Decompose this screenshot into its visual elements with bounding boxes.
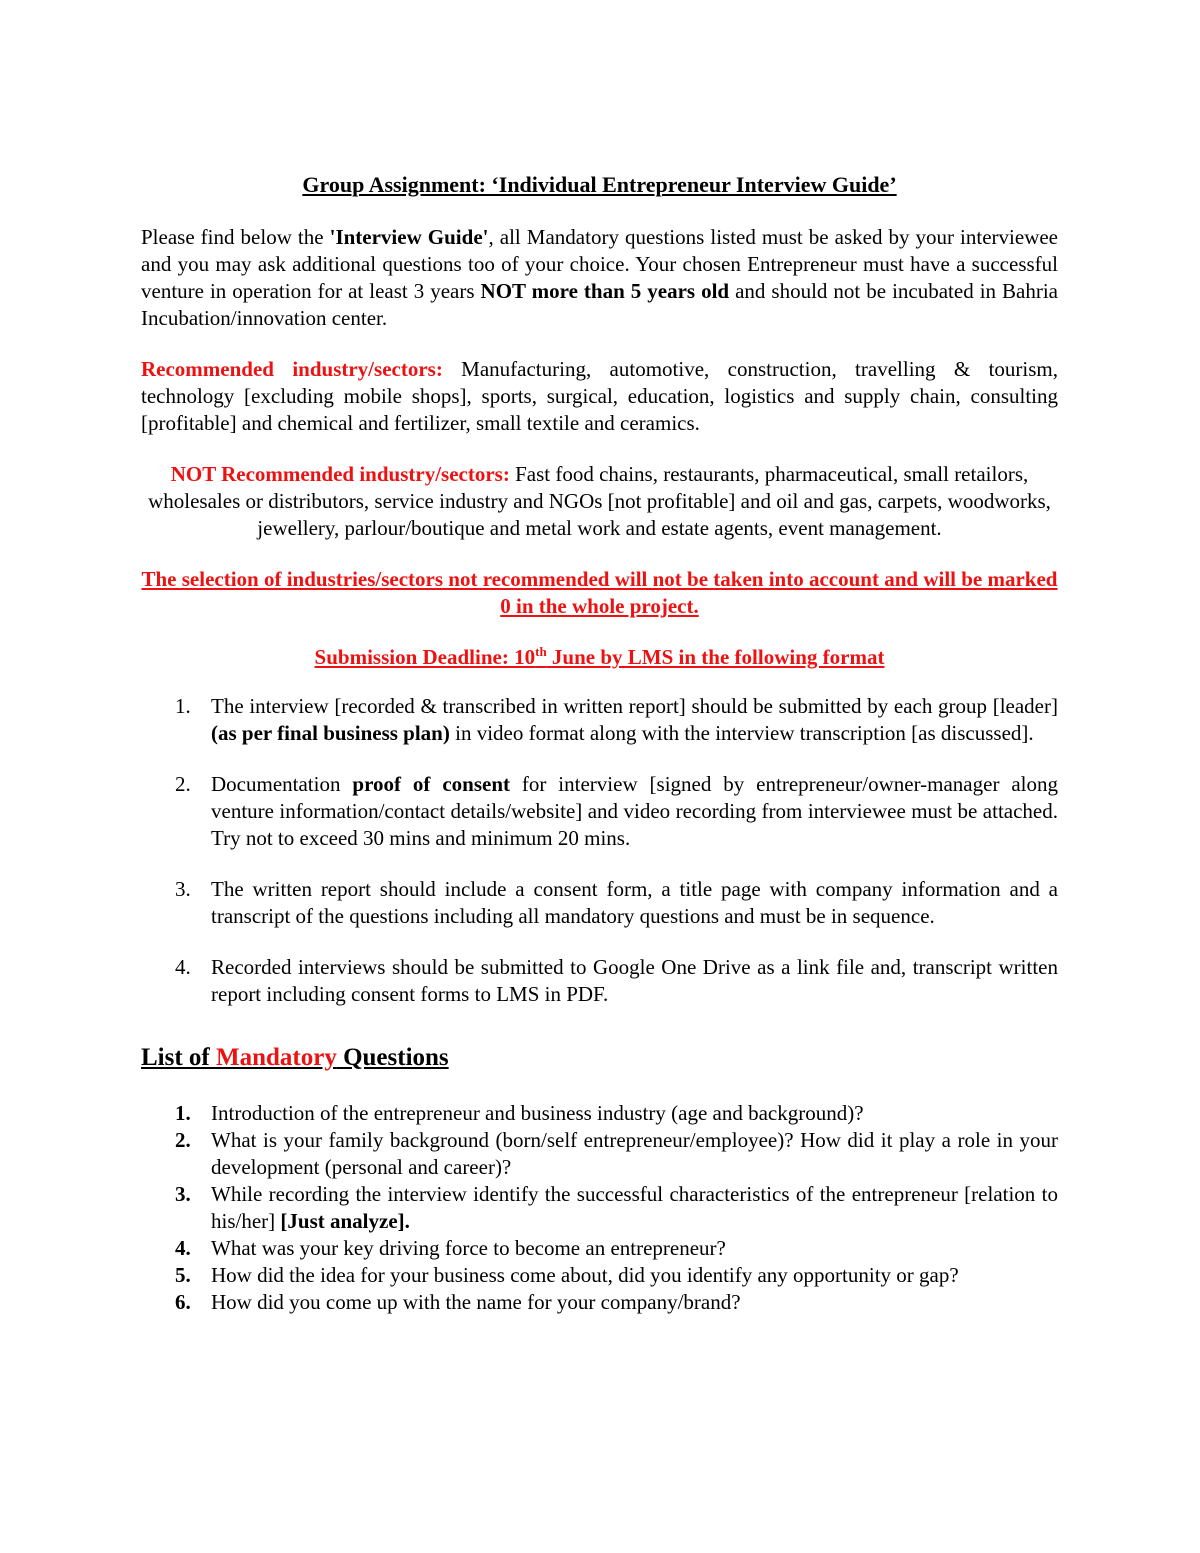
list-item-number: 5. bbox=[175, 1263, 191, 1287]
not-recommended-label: NOT Recommended industry/sectors: bbox=[170, 462, 510, 486]
list-item-number: 6. bbox=[175, 1290, 191, 1314]
list-item-text: What was your key driving force to become an entrepreneur? bbox=[211, 1236, 726, 1260]
submission-steps-list bbox=[141, 693, 1058, 1008]
list-item-text: Introduction of the entrepreneur and business industry (age and background)? bbox=[211, 1101, 864, 1125]
list-item-number: 2. bbox=[175, 1128, 191, 1152]
list-item-text: Documentation bbox=[211, 772, 353, 796]
list-item-text: Recorded interviews should be submitted to Google One Drive as a link file and, transcript written report including consent forms to LMS in PDF. bbox=[211, 955, 1058, 1006]
list-item-text: How did the idea for your business come about, did you identify any opportunity or gap? bbox=[211, 1263, 959, 1287]
list-item-number: 3. bbox=[175, 1182, 191, 1206]
heading-red-text: Mandatory bbox=[216, 1044, 337, 1071]
warning-notice: The selection of industries/sectors not recommended will not be taken into account and will be marked 0 in the whole project. bbox=[141, 567, 1058, 618]
list-item bbox=[141, 1235, 1058, 1262]
list-item bbox=[141, 1181, 1058, 1235]
list-item-text: How did you come up with the name for your company/brand? bbox=[211, 1290, 741, 1314]
intro-text-3: and should not be incubated in Bahria Incubation/innovation center. bbox=[141, 279, 1059, 330]
list-item-text: What is your family background (born/self entrepreneur/employee)? How did it play a role in your development (personal and career)? bbox=[211, 1128, 1058, 1179]
intro-bold-2: NOT more than 5 years old bbox=[480, 279, 730, 303]
list-item bbox=[141, 771, 1058, 852]
list-item-number: 4. bbox=[175, 955, 191, 979]
document-title: Group Assignment: ‘Individual Entrepreneur Interview Guide’ bbox=[302, 172, 897, 197]
recommended-label: Recommended industry/sectors: bbox=[141, 357, 443, 381]
mandatory-questions-list bbox=[141, 1100, 1058, 1316]
list-item bbox=[141, 1100, 1058, 1127]
submission-deadline bbox=[141, 644, 1058, 671]
list-item-number: 3. bbox=[175, 877, 191, 901]
not-recommended-paragraph bbox=[141, 461, 1058, 542]
intro-text-2: , all Mandatory questions listed must be asked by your interviewee and you may ask additional questions too of your choice. Your chosen Entrepreneur must have a successful venture in operation for at least 3 years bbox=[141, 225, 1058, 303]
list-item-bold: proof of consent bbox=[352, 772, 510, 796]
list-item-text: The interview [recorded & transcribed in written report] should be submitted by each group [leader] bbox=[211, 694, 1058, 718]
intro-bold-1: 'Interview Guide' bbox=[329, 225, 489, 249]
deadline-pre: Submission Deadline: 10 bbox=[314, 645, 536, 669]
list-item bbox=[141, 876, 1058, 930]
heading-text: Questions bbox=[336, 1044, 449, 1071]
recommended-paragraph bbox=[141, 356, 1058, 437]
list-item bbox=[141, 1289, 1058, 1316]
mandatory-questions-heading bbox=[141, 1042, 1058, 1074]
list-item bbox=[141, 1127, 1058, 1181]
list-item-number: 1. bbox=[175, 694, 191, 718]
deadline-post: June by LMS in the following format bbox=[546, 645, 885, 669]
document-body bbox=[141, 171, 1058, 1316]
list-item-text: The written report should include a consent form, a title page with company information and a transcript of the questions including all mandatory questions and must be in sequence. bbox=[211, 877, 1058, 928]
list-item bbox=[141, 693, 1058, 747]
not-recommended-text: Fast food chains, restaurants, pharmaceutical, small retailors, wholesales or distributors, service industry and NGOs [not profitable] and oil and gas, carpets, woodworks, jewellery, parlour/boutique and metal work and estate agents, event management. bbox=[148, 462, 1051, 540]
list-item-text: for interview [signed by entrepreneur/owner-manager along venture information/contact details/website] and video recording from interviewee must be attached. Try not to exceed 30 mins and minimum 20 mins. bbox=[211, 772, 1059, 850]
recommended-text: Manufacturing, automotive, construction, travelling & tourism, technology [excluding mobile shops], sports, surgical, education, logistics and supply chain, consulting [profitable] and chemical and fertilizer, small textile and ceramics. bbox=[141, 357, 1058, 435]
list-item-text: in video format along with the interview transcription [as discussed]. bbox=[449, 721, 1034, 745]
list-item-bold: (as per final business plan) bbox=[211, 721, 450, 745]
list-item-bold: [Just analyze]. bbox=[280, 1209, 410, 1233]
intro-paragraph bbox=[141, 224, 1058, 332]
heading-text: List of bbox=[141, 1044, 216, 1071]
list-item-number: 2. bbox=[175, 772, 191, 796]
deadline-sup: th bbox=[535, 644, 547, 659]
list-item-number: 1. bbox=[175, 1101, 191, 1125]
list-item-text: While recording the interview identify the successful characteristics of the entrepreneur [relation to his/her] bbox=[211, 1182, 1058, 1233]
intro-text-1: Please find below the bbox=[141, 225, 330, 249]
list-item bbox=[141, 954, 1058, 1008]
list-item-number: 4. bbox=[175, 1236, 191, 1260]
list-item bbox=[141, 1262, 1058, 1289]
